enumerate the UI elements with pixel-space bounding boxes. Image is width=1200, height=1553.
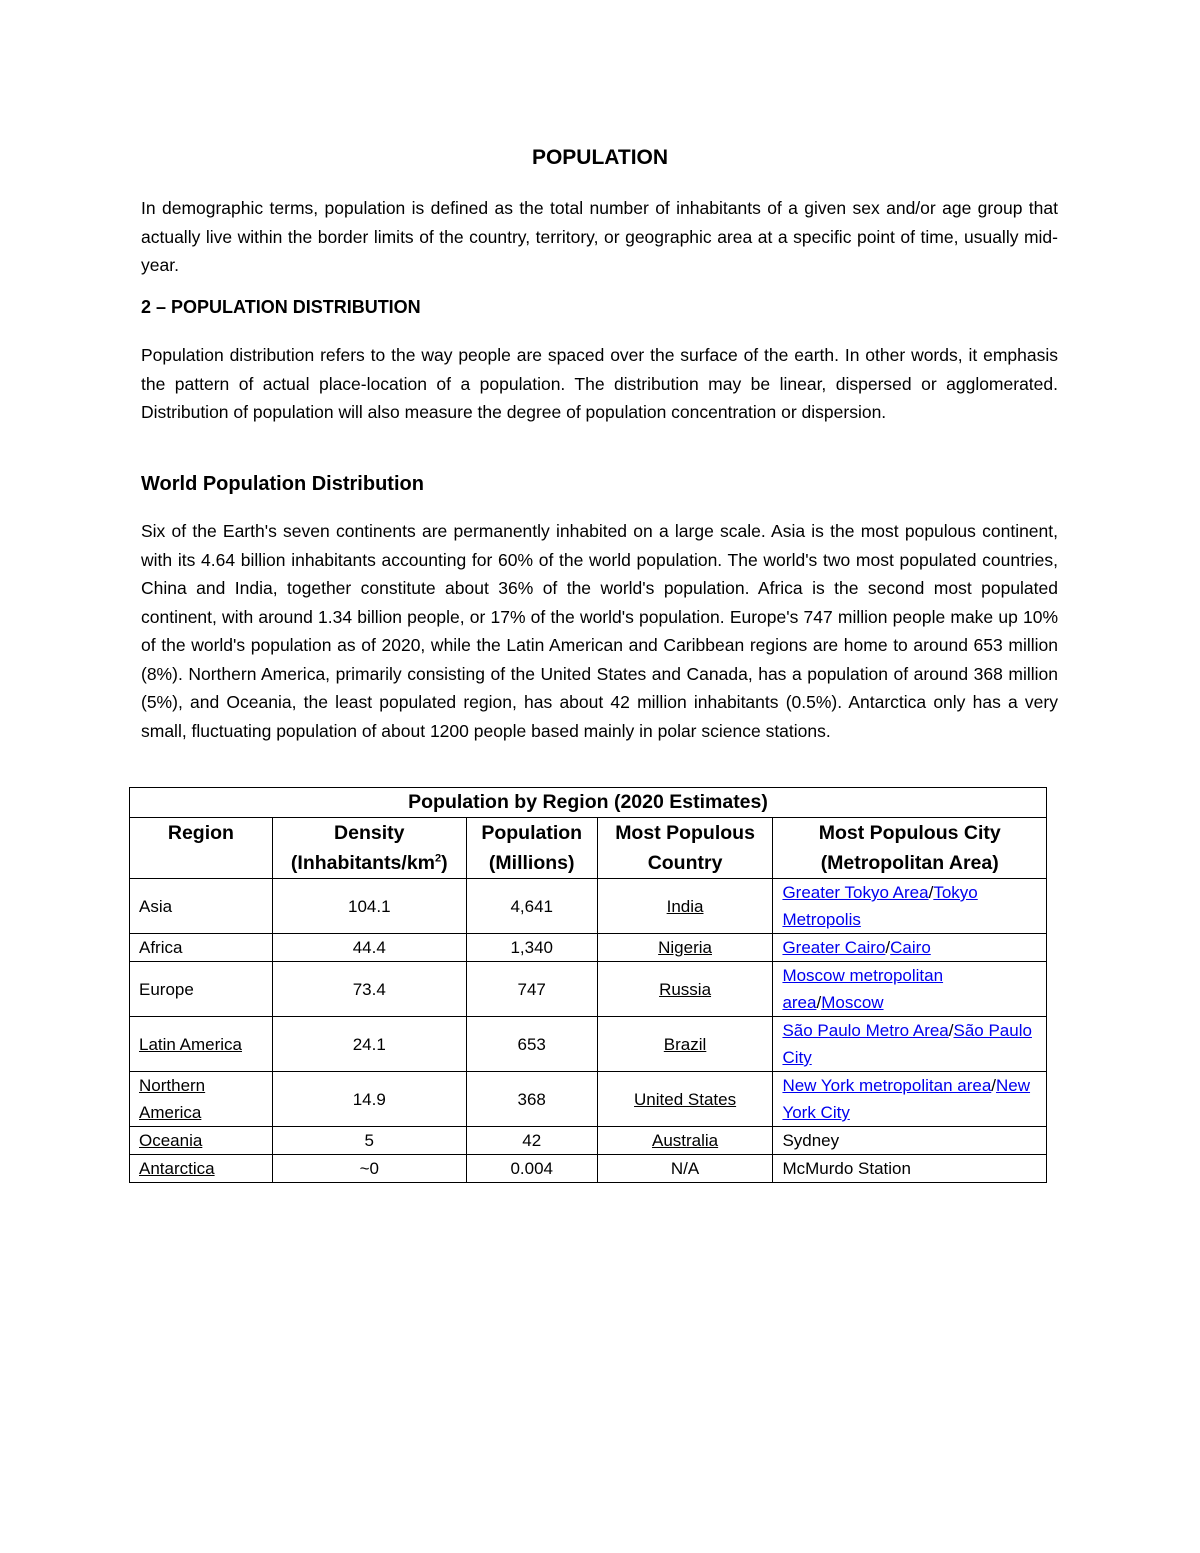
section-heading-population-distribution: 2 – POPULATION DISTRIBUTION <box>141 297 421 317</box>
table-caption-row <box>130 788 1047 818</box>
cell-population: 0.004 <box>466 1155 597 1183</box>
cell-region: Asia <box>130 879 273 934</box>
section-heading-world-population: World Population Distribution <box>141 473 424 495</box>
cell-density: 14.9 <box>272 1072 466 1127</box>
cell-city: Moscow metropolitan area/Moscow <box>773 962 1047 1017</box>
cell-density: 73.4 <box>272 962 466 1017</box>
metro-area-link[interactable]: São Paulo Metro Area <box>782 1021 949 1040</box>
cell-country <box>597 962 773 1017</box>
cell-region <box>130 1127 273 1155</box>
header-region: Region <box>130 818 273 879</box>
cell-country <box>597 934 773 962</box>
metro-area-link[interactable]: Greater Tokyo Area <box>782 883 929 902</box>
metro-area-link[interactable]: Greater Cairo <box>782 938 886 957</box>
header-density: Density $(Inhabitants/km^2)$ <box>272 818 466 879</box>
cell-population: 368 <box>466 1072 597 1127</box>
page-title: POPULATION <box>531 146 669 169</box>
cell-region <box>130 1155 273 1183</box>
cell-country <box>597 1017 773 1072</box>
header-city: Most Populous City (Metropolitan Area) <box>773 818 1047 879</box>
table-row <box>130 879 1047 934</box>
table-row <box>130 1127 1047 1155</box>
cell-density: ~0 <box>272 1155 466 1183</box>
region-link[interactable]: Latin America <box>139 1034 242 1054</box>
intro-paragraph: In demographic terms, population is defined as the total number of inhabitants of a given sex and/or age group that actually live within the border limits of the country, territory, or geographic area at a specific point of time, usually mid-year. <box>141 198 1058 275</box>
table-row <box>130 962 1047 1017</box>
cell-city: São Paulo Metro Area/São Paulo City <box>773 1017 1047 1072</box>
city-link[interactable]: Tokyo Metropolis <box>782 883 978 929</box>
header-population: Population (Millions) <box>466 818 597 879</box>
table-row <box>130 1155 1047 1183</box>
table-header-row <box>130 818 1047 879</box>
cell-population: 653 <box>466 1017 597 1072</box>
cell-region <box>130 1072 273 1127</box>
country-link[interactable]: India <box>666 896 704 916</box>
cell-density: 5 <box>272 1127 466 1155</box>
cell-population: 1,340 <box>466 934 597 962</box>
cell-country <box>597 1072 773 1127</box>
header-country: Most Populous Country <box>597 818 773 879</box>
table-row <box>130 1072 1047 1127</box>
world-population-paragraph: Six of the Earth's seven continents are permanently inhabited on a large scale. Asia is the most populous continent, with its 4.64 billion inhabitants accounting for 60% of the world population. The world's two most populated countries, China and India, together constitute about 36% of the world's population. Africa is the second most populated continent, with around 1.34 billion people, or 17% of the world's population. Europe's 747 million people make up 10% of the world's population as of 2020, while the Latin American and Caribbean regions are home to around 653 million (8%). Northern America, primarily consisting of the United States and Canada, has a population of around 368 million (5%), and Oceania, the least populated region, has about 42 million inhabitants (0.5%). Antarctica only has a very small, fluctuating population of about 1200 people based mainly in polar science stations. <box>141 521 1058 741</box>
country-link[interactable]: United States <box>634 1089 737 1109</box>
cell-city: Sydney <box>773 1127 1047 1155</box>
country-link[interactable]: Australia <box>651 1131 719 1150</box>
cell-population: 747 <box>466 962 597 1017</box>
city-link[interactable]: New York City <box>782 1076 1031 1122</box>
table-row <box>130 1017 1047 1072</box>
population-table <box>129 787 1047 1183</box>
cell-region <box>130 1017 273 1072</box>
cell-density: 104.1 <box>272 879 466 934</box>
cell-population: 42 <box>466 1127 597 1155</box>
region-link[interactable]: Northern America <box>139 1076 206 1122</box>
country-link[interactable]: Nigeria <box>658 938 712 957</box>
population-distribution-paragraph: Population distribution refers to the way people are spaced over the surface of the earth. In other words, it emphasis the pattern of actual place-location of a population. The distribution may be linear, dispersed or agglomerated. Distribution of population will also measure the degree of population concentration or dispersion. <box>141 345 1058 422</box>
country-link[interactable]: Russia <box>659 979 712 999</box>
cell-population: 4,641 <box>466 879 597 934</box>
table-row <box>130 934 1047 962</box>
cell-country: N/A <box>597 1155 773 1183</box>
cell-city: New York metropolitan area/New York City <box>773 1072 1047 1127</box>
cell-city: Greater Cairo/Cairo <box>773 934 1047 962</box>
city-link[interactable]: Moscow <box>821 993 884 1012</box>
metro-area-link[interactable]: New York metropolitan area <box>782 1076 992 1095</box>
table-caption: Population by Region (2020 Estimates) <box>130 788 1047 818</box>
city-link[interactable]: São Paulo City <box>782 1021 1032 1067</box>
cell-country <box>597 1127 773 1155</box>
country-link[interactable]: Brazil <box>663 1034 707 1054</box>
metro-area-link[interactable]: Moscow metropolitan area <box>782 966 944 1012</box>
cell-density: 44.4 <box>272 934 466 962</box>
cell-city: Greater Tokyo Area/Tokyo Metropolis <box>773 879 1047 934</box>
cell-region: Europe <box>130 962 273 1017</box>
cell-region: Africa <box>130 934 273 962</box>
cell-city: McMurdo Station <box>773 1155 1047 1183</box>
city-link[interactable]: Cairo <box>890 938 931 957</box>
region-link[interactable]: Antarctica <box>139 1159 215 1178</box>
cell-density: 24.1 <box>272 1017 466 1072</box>
region-link[interactable]: Oceania <box>139 1131 203 1150</box>
cell-country <box>597 879 773 934</box>
